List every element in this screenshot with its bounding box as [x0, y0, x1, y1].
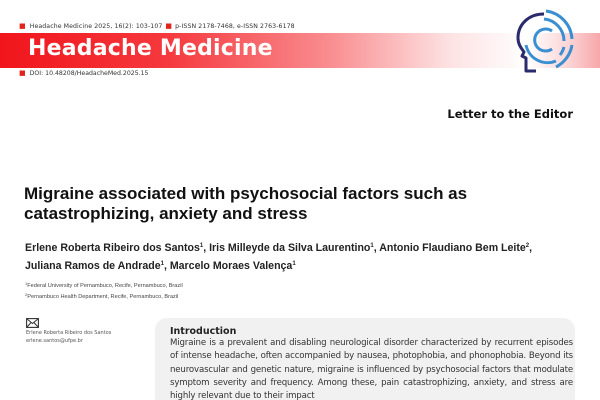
affiliation-number: 1	[25, 281, 28, 286]
doi-line	[19, 69, 148, 77]
doi-link[interactable]: DOI: 10.48208/HeadacheMed.2025.15	[29, 70, 149, 77]
introduction-body: Migraine is a prevalent and disabling neurological disorder characterized by recurrent episodes of intense headache, often accompanied by nausea, photophobia, and phonophobia. Beyond its neurovascular and genetic nature, migraine is influenced by psychosocial factors that modulate symptom severity and frequency. Among these, pain catastrophizing, anxiety, and stress are highly relevant due to their impact	[170, 338, 573, 400]
corresponding-author-email[interactable]: erlene.santos@ufpe.br	[26, 338, 83, 344]
corresponding-author-name: Erlene Roberta Ribeiro dos Santos	[26, 330, 112, 336]
affiliation-text: Federal University of Pernambuco, Recife, Pernambuco, Brazil	[27, 283, 183, 289]
head-profile-logo-icon	[506, 5, 578, 77]
affiliation-marker: 1	[199, 243, 204, 249]
bullet-icon: ■	[19, 22, 26, 30]
author-name: Erlene Roberta Ribeiro dos Santos	[25, 242, 200, 254]
author-list: Erlene Roberta Ribeiro dos Santos$^1$, Iris Milleyde da Silva Laurentino$^1$, Antonio Flaudiano Bem Leite$^2$, Juliana Ramos de Andrade$^1$, Marcelo Moraes Valença$^1$	[25, 242, 533, 272]
affiliation-marker: 2	[525, 243, 530, 249]
affiliation-list	[25, 280, 183, 301]
affiliation-marker: 1	[292, 261, 296, 267]
section-heading-introduction: Introduction	[170, 326, 237, 337]
article-type-label: Letter to the Editor	[447, 107, 573, 121]
affiliation-item	[25, 280, 183, 291]
affiliation-marker: 1	[160, 261, 164, 267]
affiliation-marker: 1	[370, 243, 374, 249]
author-name: Antonio Flaudiano Bem Leite	[379, 242, 526, 254]
bullet-icon: ■	[165, 22, 173, 30]
author-name: Iris Milleyde da Silva Laurentino	[209, 242, 371, 254]
issn-text: p-ISSN 2178-7468, e-ISSN 2763-6178	[175, 23, 295, 30]
affiliation-number: 2	[25, 291, 28, 297]
affiliation-item	[25, 291, 183, 302]
journal-title: Headache Medicine	[28, 36, 273, 61]
author-name: Juliana Ramos de Andrade	[25, 260, 161, 272]
envelope-icon	[26, 318, 39, 328]
citation-line	[19, 22, 295, 30]
citation-text: Headache Medicine 2025, 16(2): 103-107	[29, 23, 163, 30]
article-title: Migraine associated with psychosocial factors such as catastrophizing, anxiety and stress	[24, 184, 468, 223]
bullet-icon: ■	[19, 69, 26, 77]
author-name: Marcelo Moraes Valença	[169, 260, 293, 272]
affiliation-text: Pernambuco Health Department, Recife, Pernambuco, Brazil	[27, 293, 179, 300]
